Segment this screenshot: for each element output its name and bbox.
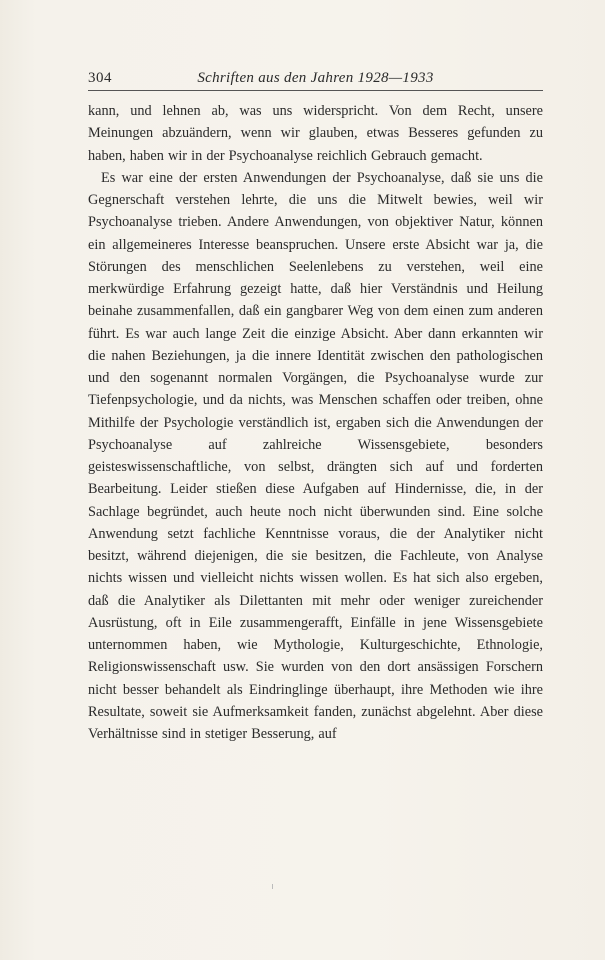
page-header	[88, 68, 543, 91]
paragraph-1: kann, und lehnen ab, was uns widerspricht. Von dem Recht, unsere Meinungen abzuändern, wenn wir glauben, etwas Besseres gefunden zu haben, haben wir in der Psychoanalyse reichlich Gebrauch gemacht.	[88, 103, 543, 164]
body-text	[88, 100, 543, 745]
page-number: 304	[88, 70, 112, 86]
running-head: Schriften aus den Jahren 1928—1933	[197, 70, 434, 86]
paper-speck	[272, 884, 273, 889]
paragraph-2: Es war eine der ersten Anwendungen der Psychoanalyse, daß sie uns die Gegnerschaft verstehen lehrte, die uns die Mitwelt bewies, weil wir Psychoanalyse trieben. Andere Anwendungen, von objektiver Natur, können ein allgemeineres Interesse beanspruchen. Unsere erste Absicht war ja, die Störungen des menschlichen Seelenlebens zu verstehen, weil eine merkwürdige Erfahrung gezeigt hatte, daß hier Verständnis und Heilung beinahe zusammenfallen, daß ein gangbarer Weg von dem einen zum anderen führt. Es war auch lange Zeit die einzige Absicht. Aber dann erkannten wir die nahen Beziehungen, ja die innere Identität zwischen den pathologischen und den sogenannt normalen Vorgängen, die Psychoanalyse wurde zur Tiefenpsychologie, und da nichts, was Menschen schaffen oder treiben, ohne Mithilfe der Psychologie verständlich ist, ergaben sich die Anwendungen der Psychoanalyse auf zahlreiche Wissensgebiete, besonders geisteswissenschaftliche, von selbst, drängten sich auf und forderten Bearbeitung. Leider stießen diese Aufgaben auf Hindernisse, die, in der Sachlage begründet, auch heute noch nicht überwunden sind. Eine solche Anwendung setzt fachliche Kenntnisse voraus, die der Analytiker nicht besitzt, während diejenigen, die sie besitzen, die Fachleute, von Analyse nichts wissen und vielleicht nichts wissen wollen. Es hat sich also ergeben, daß die Analytiker als Dilettanten mit mehr oder weniger zureichender Ausrüstung, oft in Eile zusammengerafft, Einfälle in jene Wissensgebiete unternommen haben, wie Mythologie, Kulturgeschichte, Ethnologie, Religionswissenschaft usw. Sie wurden von den dort ansässigen Forschern nicht besser behandelt als Eindringlinge überhaupt, ihre Methoden wie ihre Resultate, soweit sie Aufmerksamkeit fanden, zunächst abgelehnt. Aber diese Verhältnisse sind in stetiger Besserung, auf	[88, 169, 543, 742]
